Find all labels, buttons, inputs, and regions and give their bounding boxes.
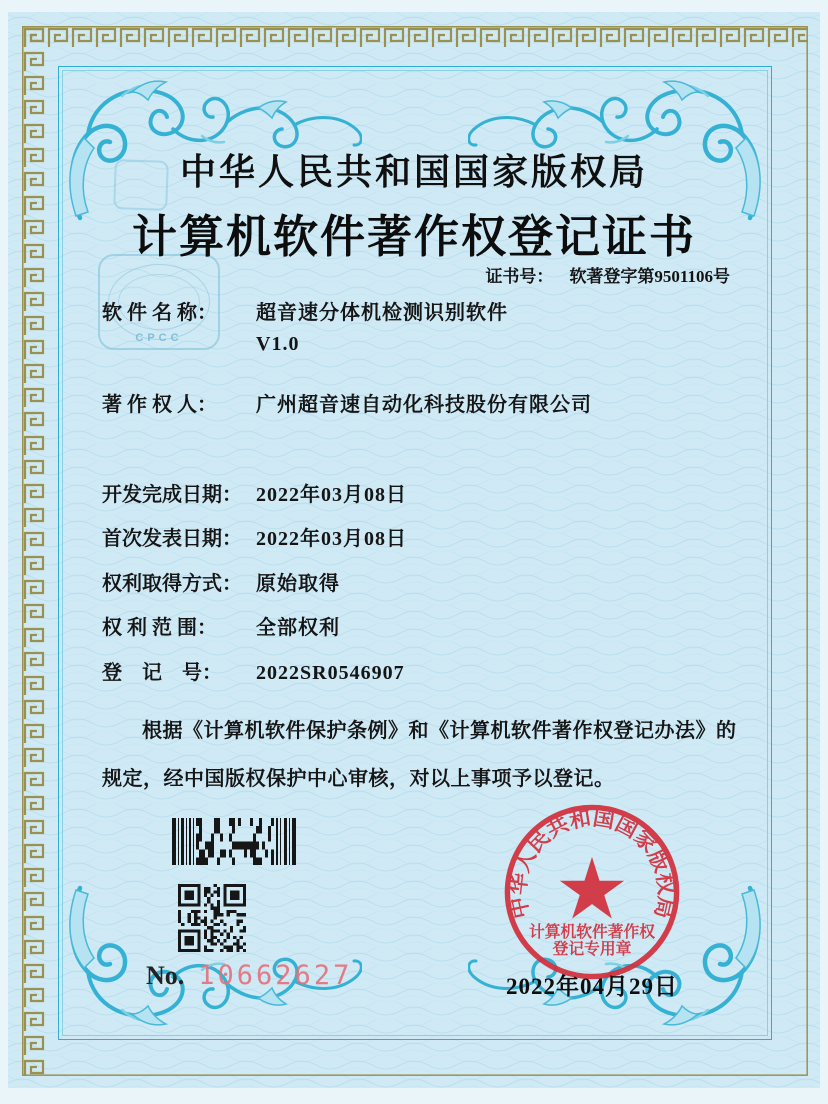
field-value: 2022年03月08日: [256, 484, 407, 506]
serial-number: 10662627: [198, 960, 353, 991]
seal-caption-line2: 登记专用章: [552, 941, 632, 959]
field-label: 开发完成日期：: [102, 484, 242, 506]
statement-line: 规定，经中国版权保护中心审核，对以上事项予以登记。: [102, 768, 615, 790]
field-row-registration-number: [102, 658, 405, 689]
field-label: 权 利 范 围：: [102, 617, 217, 639]
software-version: V1.0: [256, 333, 300, 355]
serial-number-line: [146, 960, 352, 991]
field-value: 全部权利: [256, 617, 340, 639]
field-label: 著 作 权 人：: [102, 394, 217, 416]
qr-code: [178, 884, 246, 952]
field-label: 权利取得方式：: [102, 573, 242, 595]
serial-prefix: No.: [146, 961, 185, 990]
field-value: 广州超音速自动化科技股份有限公司: [256, 394, 592, 416]
field-row-first-publication-date: [102, 524, 407, 555]
seal-ring-text: 中华人民共和国国家版权局: [505, 805, 679, 921]
field-label: 软 件 名 称：: [102, 302, 217, 324]
field-row-copyright-owner: [102, 390, 592, 421]
field-row-rights-acquisition: [102, 569, 340, 600]
field-value: 原始取得: [256, 573, 340, 595]
field-row-completion-date: [102, 480, 407, 511]
field-value: 2022SR0546907: [256, 662, 405, 684]
certificate-number-value: 软著登字第9501106号: [569, 267, 730, 286]
barcode: [172, 818, 296, 865]
issuing-authority-title: 中华人民共和国国家版权局: [179, 152, 648, 192]
seal-caption-line1: 计算机软件著作权: [529, 924, 655, 941]
statement-line: 根据《计算机软件保护条例》和《计算机软件著作权登记办法》的: [142, 720, 737, 742]
official-seal: [502, 802, 682, 982]
red-star-icon: [560, 857, 624, 919]
field-value: 2022年03月08日: [256, 528, 407, 550]
field-label: 首次发表日期：: [102, 528, 242, 550]
field-value: 超音速分体机检测识别软件: [256, 302, 508, 324]
field-row-rights-scope: [102, 613, 340, 644]
issue-date: 2022年04月29日: [506, 974, 678, 999]
certificate-number-label: 证书号：: [485, 267, 554, 286]
certificate-number-line: [485, 262, 730, 287]
watermark-text: CPCC: [135, 332, 183, 344]
field-row-software-name: [102, 298, 508, 360]
certificate-title: 计算机软件著作权登记证书: [131, 212, 696, 262]
certificate: [8, 12, 820, 1088]
field-label: 登 记 号：: [102, 662, 222, 684]
